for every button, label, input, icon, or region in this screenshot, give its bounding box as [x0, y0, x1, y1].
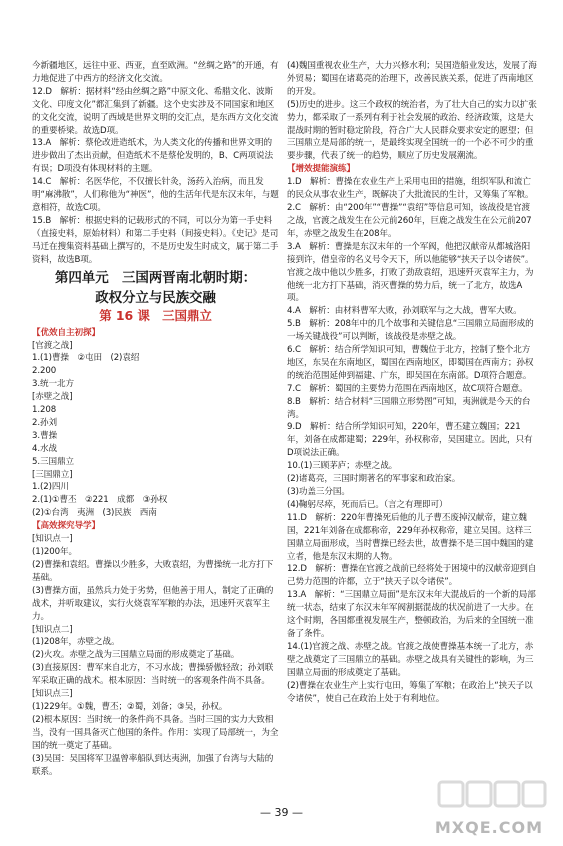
answer-paragraph: (2)诸葛亮，三国时期著名的军事家和政治家。	[287, 474, 461, 485]
answer-paragraph: 2.200	[32, 366, 57, 377]
answer-paragraph: (3)吴国：吴国将军卫温曾率船队到达夷洲，加强了台湾与大陆的联系。	[32, 753, 274, 777]
answer-paragraph: (2)曹操和袁绍。曹操以少胜多，大败袁绍，为曹操统一北方打下基础。	[32, 560, 274, 583]
answer-paragraph: 15.B 解析：根据史料的记载形式的不同，可以分为第一手史料（直接史料，原始材料）和第二手史料（间接史料）。《史记》是司马迁在搜集资料基础上撰写的，不是历史发生时成文，属于第二手资料，故选B项。	[32, 215, 279, 265]
answer-paragraph: (3)曹操方面，虽然兵力处于劣势，但他善于用人，制定了正确的战术，并听取建议，实行火烧袁军军粮的办法，迅速歼灭袁军主力。	[32, 585, 274, 622]
answer-paragraph: (4)魏国重视农业生产，大力兴修水利；吴国造船业发达，发展了海外贸易；蜀国在诸葛亮的治理下，改善民族关系，促进了西南地区的开发。	[287, 61, 537, 97]
answer-paragraph: 6.C 解析：结合所学知识可知，曹魏位于北方，控制了整个北方地区，东吴在东南地区，蜀国在西南地区，即蜀国在西南方；孙权的统治范围延伸到福建、广东，即吴国在东南部。D项符合题意。	[287, 345, 534, 381]
answer-paragraph: 2.(1)①曹丕 ②221 成都 ③孙权	[32, 495, 168, 506]
answer-paragraph: 3.曹操	[32, 430, 57, 441]
answer-paragraph: [官渡之战]	[32, 340, 73, 351]
answer-paragraph: 1.D 解析：曹操在农业生产上采用屯田的措施，组织军队和流亡的民众从事农业生产，既解决了大批流民的生计，又筹集了军粮。	[287, 177, 534, 201]
answer-paragraph: (5)历史的进步。这三个政权的统治者，为了壮大自己的实力以扩张势力，都采取了一系列有利于社会发展的政治、经济政策，这是大混战时期的暂时稳定阶段，符合广大人民群众要求安定的愿望；但三国鼎立是局部的统一，是最终实现全国统一的一个必不可少的重要步骤，代表了统一的趋势，顺应了历史发展潮流。	[287, 99, 537, 162]
answer-paragraph: 5.三国鼎立	[32, 456, 74, 467]
answer-paragraph: 3.A 解析：曹操是东汉末年的一个军阀，他把汉献帝从都城洛阳接到许，借皇帝的名义号令天下，所以他能够“挟天子以令诸侯”。官渡之战中他以少胜多，打败了劲敌袁绍，迅速歼灭袁军主力，为他统一北方打下基础，消灭曹操的势力后，统一了北方，故选A项。	[287, 241, 534, 304]
answer-paragraph: 1.(1)曹操 ②屯田 (2)袁绍	[32, 353, 140, 364]
answer-paragraph: 5.B 解析：208年中的几个故事和关键信息“三国鼎立局面形成的一场关键战役”可以判断，该战役是赤壁之战。	[287, 319, 534, 343]
answer-paragraph: 11.D 解析：220年曹操死后他的儿子曹丕废掉汉献帝，建立魏国，221年刘备在成都称帝，229年孙权称帝，建立吴国。这样三国鼎立局面形成，当时曹操已经去世，故曹操不是三国中魏国的建立者，他是东汉末期的人物。	[287, 512, 534, 562]
section-heading: 【优效自主初探】	[32, 327, 100, 338]
answer-paragraph: (2)①台湾 夷洲 (3)民族 西南	[32, 508, 157, 519]
answer-paragraph: [赤壁之战]	[32, 392, 73, 403]
answer-paragraph: 3.统一北方	[32, 379, 74, 390]
watermark-text: MXQE.COM	[434, 818, 543, 837]
page-number: — 39 —	[260, 806, 303, 819]
answer-paragraph: 2.孙刘	[32, 417, 57, 428]
answer-paragraph: 13.A 解析：蔡伦改进造纸术，为人类文化的传播和世界文明的进步做出了杰出贡献，但造纸术不是蔡伦发明的，B、C两项说法有误；D项没有体现材料的主题。	[32, 138, 274, 175]
answer-paragraph: 1.208	[32, 405, 57, 416]
answer-paragraph: 14.C 解析：名医华佗，不仅擅长针灸，汤药入治病，而且发明“麻沸散”，人们称他为“神医”，他的生活年代是东汉末年，与题意相符，故选C项。	[32, 177, 279, 213]
answer-paragraph: 10.(1)三顾茅庐；赤壁之战。	[287, 461, 398, 472]
answer-paragraph: 7.C 解析：蜀国的主要势力范围在西南地区，故C项符合题意。	[287, 383, 528, 394]
answer-paragraph: (3)功盖三分国。	[287, 487, 350, 497]
answer-paragraph: (2)曹操在农业生产上实行屯田，筹集了军粮；在政治上“挟天子以令诸侯”，使自己在政治上处于有利地位。	[287, 680, 533, 704]
answer-paragraph: 2.C 解析：由“200年”“曹操”“袁绍”等信息可知，该战役是官渡之战，官渡之战发生在公元前260年，巨鹿之战发生在公元前207年，赤壁之战发生在208年。	[287, 203, 532, 239]
answer-paragraph: (3)直接原因：曹军来自北方，不习水战；曹操骄傲轻敌；孙刘联军采取正确的战术。根本原因：当时统一的客观条件尚不具备。	[32, 663, 274, 687]
answer-paragraph: (1)229年。①魏，曹丕；②蜀，刘备；③吴，孙权。	[32, 701, 228, 712]
answer-paragraph: [三国鼎立]	[32, 469, 73, 480]
answer-paragraph: 4.A 解析：由材料曹军大败，孙刘联军与之大战，曹军大败。	[287, 306, 522, 317]
answer-paragraph: 8.B 解析：结合材料“三国鼎立形势图”可知，夷洲就是今天的台湾。	[287, 396, 531, 420]
lesson-title: 第 16 课 三国鼎立	[99, 307, 212, 323]
answer-paragraph: [知识点三]	[32, 689, 73, 700]
answer-paragraph: 今新疆地区，远往中亚、西亚，直至欧洲。“丝绸之路”的开通，有力地促进了中西方的经济文化交流。	[32, 61, 279, 84]
answer-paragraph: 1.(2)四川	[32, 482, 69, 493]
left-column	[32, 60, 279, 778]
answer-paragraph: 9.D 解析：结合所学知识可知，220年，曹丕建立魏国；221年，刘备在成都建蜀；229年，孙权称帝，吴国建立。因此，只有D项说法正确。	[287, 422, 533, 459]
unit-title: 政权分立与民族交融	[95, 289, 216, 306]
right-column	[287, 60, 537, 705]
section-heading: 【高效探究导学】	[32, 521, 100, 532]
answer-paragraph: (1)208年，赤壁之战。	[32, 637, 120, 648]
answer-paragraph: [知识点二]	[32, 624, 73, 635]
answer-paragraph: (2)火攻。赤壁之战为三国鼎立局面的形成奠定了基础。	[32, 650, 240, 661]
answer-paragraph: [知识点一]	[32, 534, 73, 545]
answer-paragraph: 14.(1)官渡之战、赤壁之战。官渡之战使曹操基本统一了北方，赤壁之战奠定了三国鼎立的基础。赤壁之战具有关键性的影响，为三国鼎立局面的形成奠定了基础。	[287, 641, 534, 678]
answer-paragraph: 12.D 解析：据材料“经由丝绸之路”中原文化、希腊文化、波斯文化、印度文化”都汇集到了新疆。这个史实涉及不同国家和地区的文化交流，说明了西域是世界文明的交汇点，是东西方文化交流的重要桥梁。故选D项。	[32, 86, 279, 136]
answer-paragraph: 4.水战	[32, 443, 57, 454]
unit-title: 第四单元 三国两晋南北朝时期：	[55, 269, 256, 286]
answer-paragraph: (1)200年。	[32, 547, 77, 558]
section-heading: 【增效提能演练】	[287, 164, 355, 175]
answer-paragraph: 13.A 解析：“三国鼎立局面”是东汉末年大混战后的一个新的局部统一状态，结束了东汉末年军阀割据混战的状况前进了一大步。在这个时期，各国都重视发展生产，整顿政治，为后来的全国统一准备了条件。	[287, 590, 536, 639]
answer-paragraph: (4)鞠躬尽瘁，死而后已。（言之有理即可）	[287, 499, 448, 510]
answer-paragraph: (2)根本原因：当时统一的条件尚不具备。当时三国的实力大致相当，没有一国具备灭亡他国的条件。作用：实现了局部统一，为全国的统一奠定了基础。	[32, 714, 279, 751]
answer-paragraph: 12.D 解析：曹操在官渡之战前已经将处于困境中的汉献帝迎到自己势力范围的许都，立于“挟天子以令诸侯”。	[287, 564, 537, 588]
